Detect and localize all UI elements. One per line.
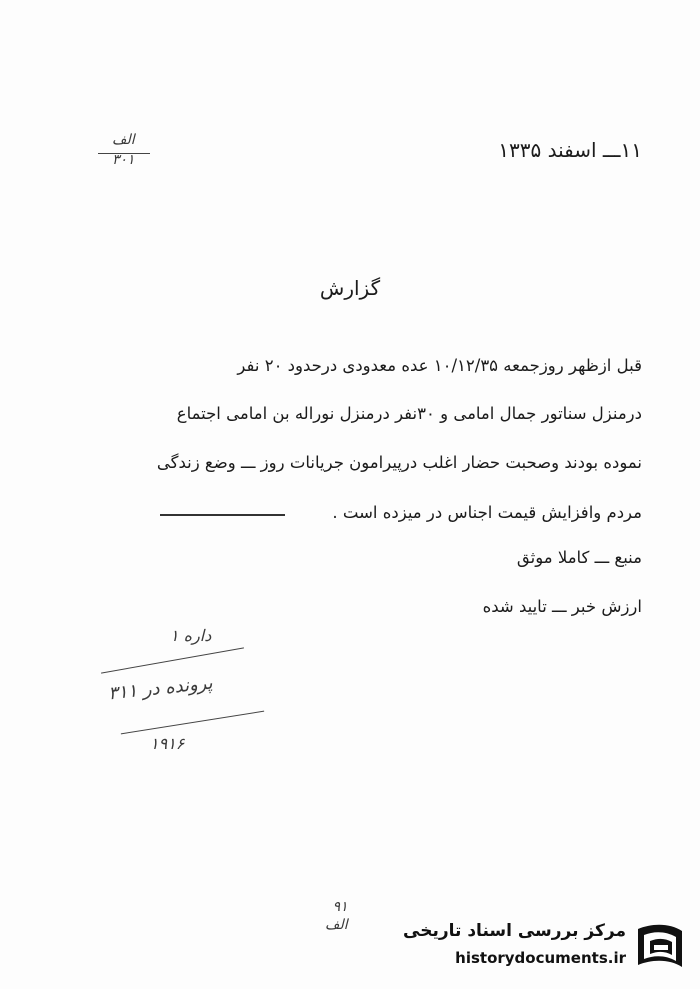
body-line: درمنزل سناتور جمال امامی و ۳۰نفر درمنزل نوراله بن امامی اجتماع [176,404,642,423]
handwritten-note: داره ۱ [170,626,212,645]
report-title: گزارش [319,276,381,300]
handwritten-note: پرونده در ۳۱۱ [107,672,214,705]
book-logo-icon [632,919,688,975]
source-line: منبع ـــ کاملا موثق [516,548,642,567]
reference-number: ۳۰۱ [112,152,135,168]
body-line: نموده بودند وصحبت حضار اغلب درپیرامون جریانات روز ـــ وضع زندگی [156,453,642,472]
news-value-line: ارزش خبر ـــ تایید شده [482,597,642,616]
watermark-url: historydocuments.ir [455,949,626,967]
handwritten-rule [101,647,244,673]
watermark-logo [403,915,688,977]
watermark-title: مرکز بررسی اسناد تاریخی [403,921,626,941]
bottom-mark-line: الف [325,917,348,933]
handwritten-note: ۱۹۱۶ [150,734,185,753]
line-filler-dashes [160,514,285,516]
body-line: مردم وافزایش قیمت اجناس در میزده است . [332,503,642,522]
reference-letter: الف [112,132,135,148]
handwritten-rule [121,711,264,735]
document-date: ۱۱ـــ اسفند ۱۳۳۵ [498,138,642,162]
body-line: قبل ازظهر روزجمعه ۱۰/۱۲/۳۵ عده معدودی درحدود ۲۰ نفر [237,356,642,375]
bottom-handwritten-mark [325,898,348,934]
bottom-mark-line: ۹۱ [332,899,348,915]
